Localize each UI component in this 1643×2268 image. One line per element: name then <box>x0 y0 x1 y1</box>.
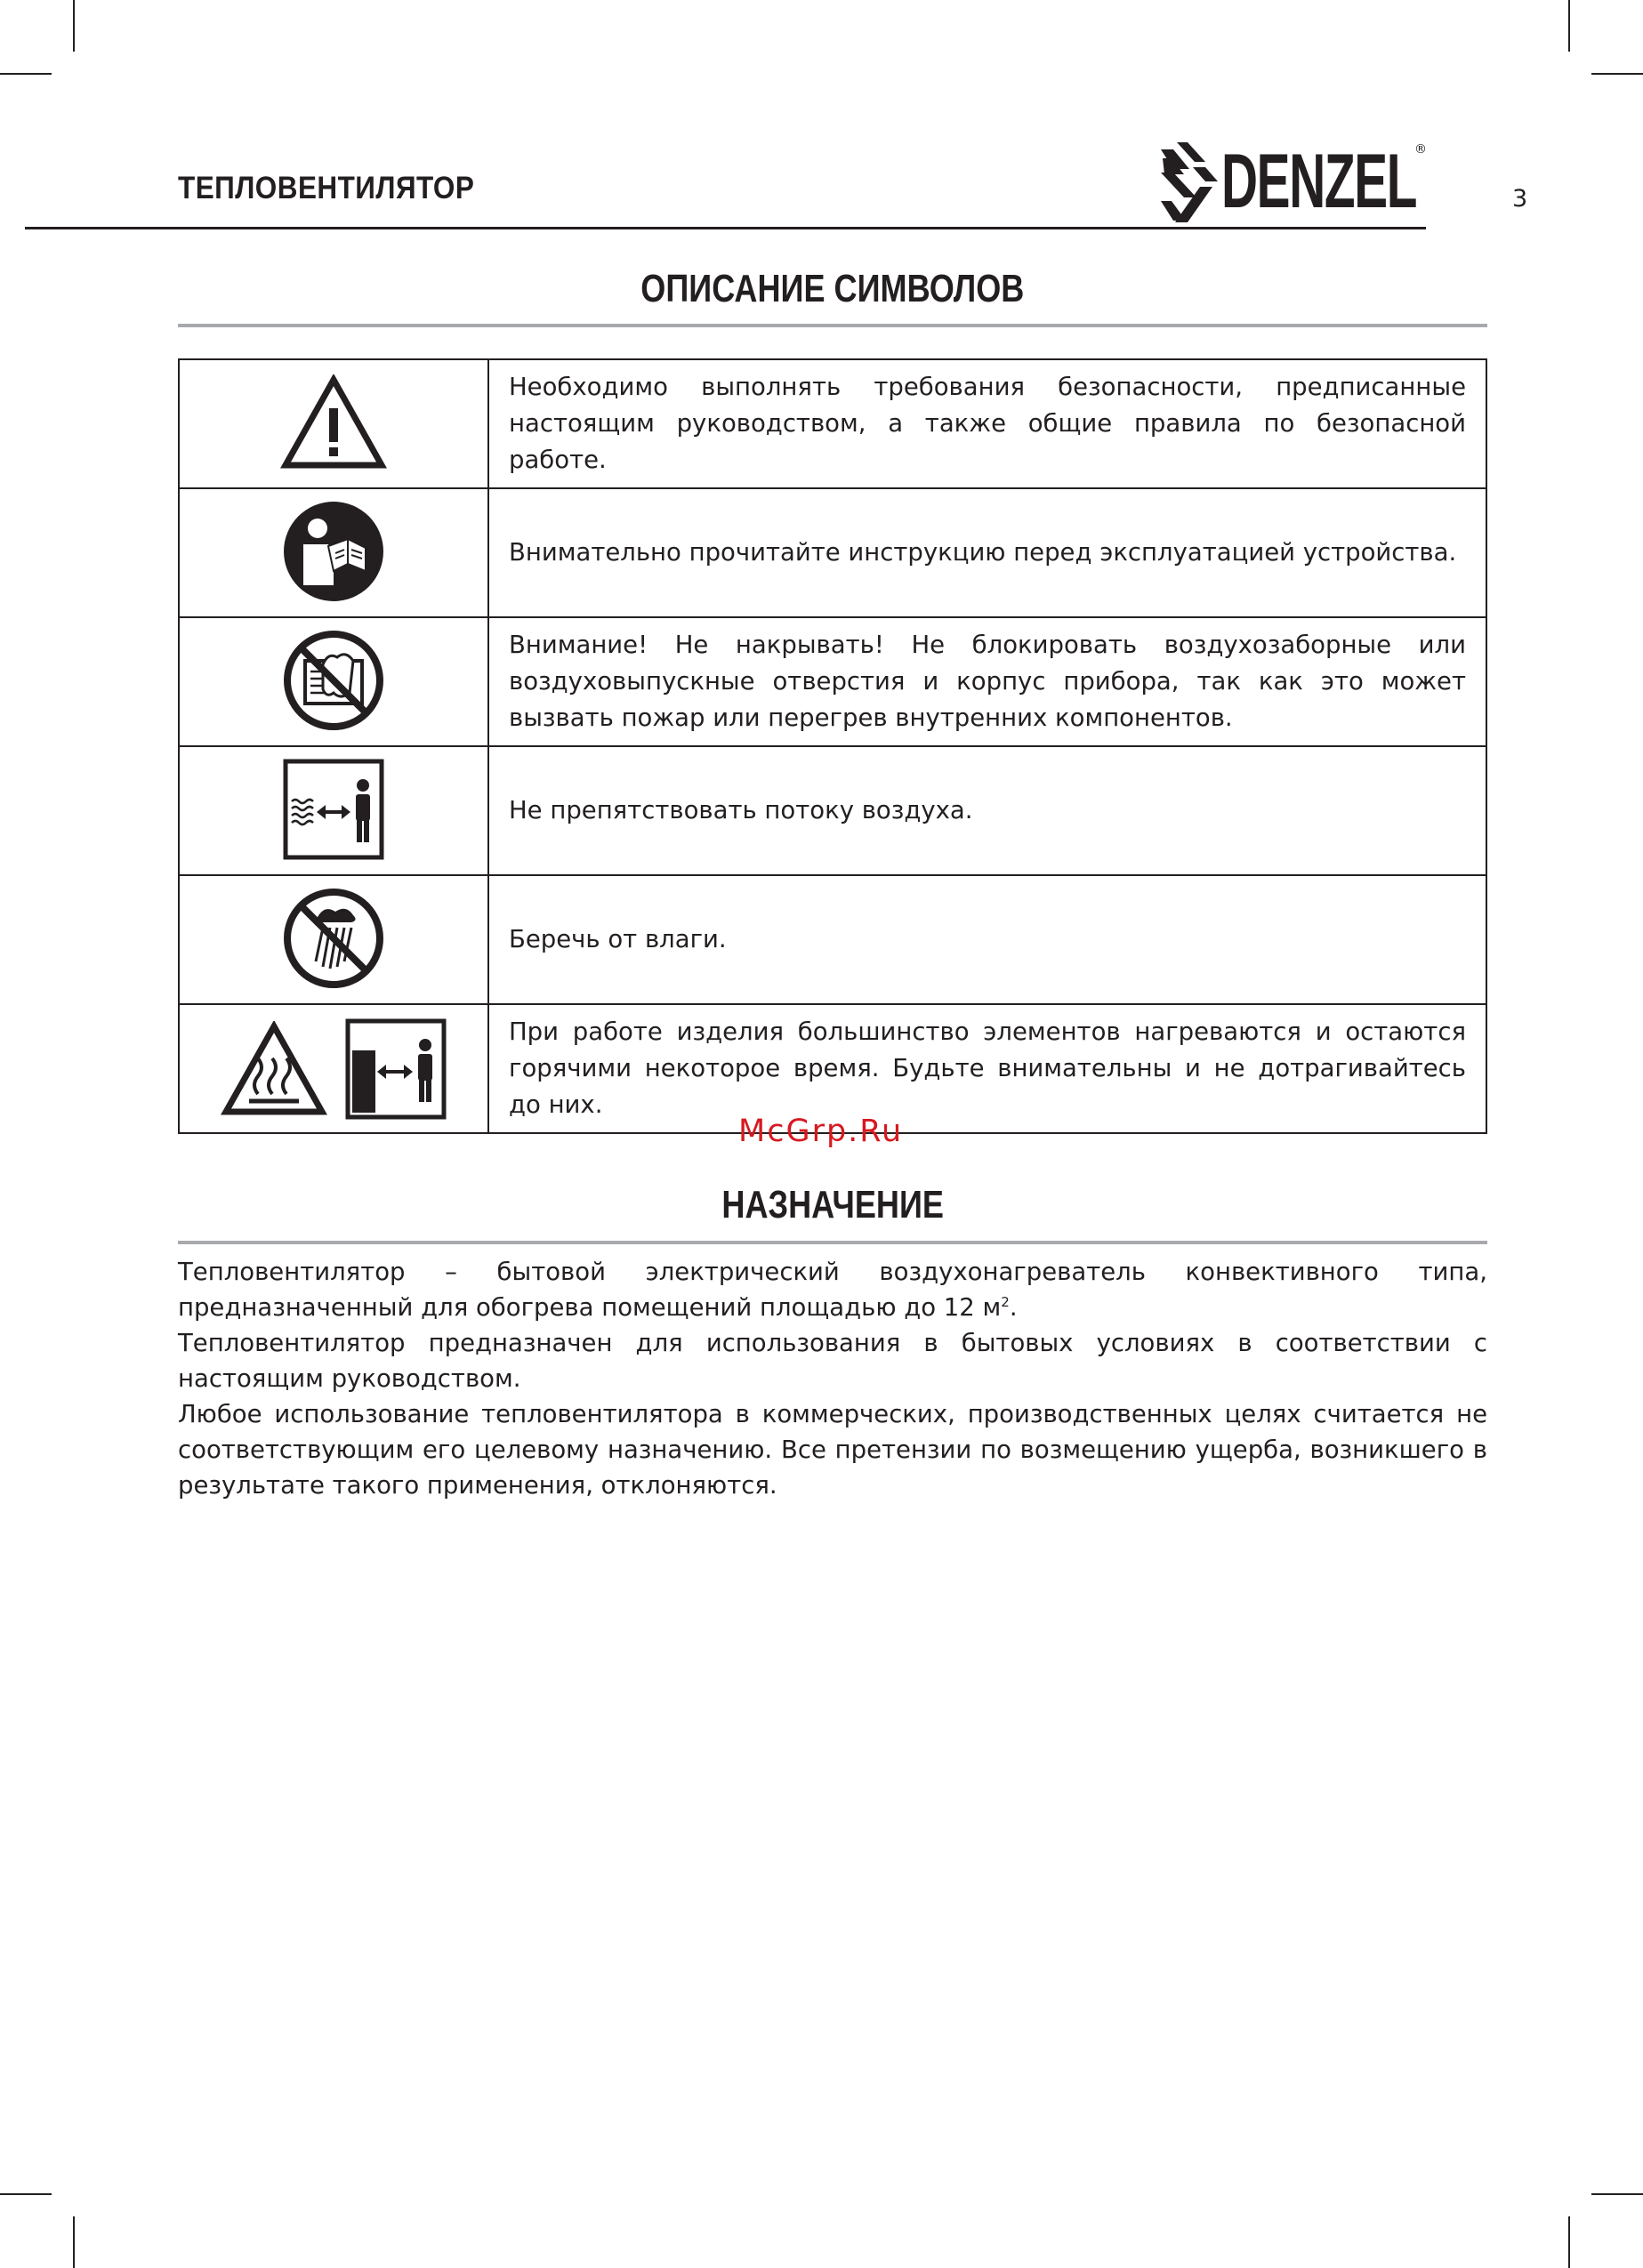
crop-mark <box>1591 2193 1643 2195</box>
icon-cell <box>179 746 488 875</box>
header-rule <box>25 227 1426 229</box>
keep-distance-icon <box>345 1018 447 1120</box>
crop-mark <box>0 73 52 75</box>
superscript: 2 <box>1001 1293 1010 1310</box>
crop-mark <box>1591 73 1643 75</box>
crop-mark <box>1568 0 1570 52</box>
section-rule <box>178 324 1487 327</box>
crop-mark <box>0 2193 52 2195</box>
symbol-description: Внимание! Не накрывать! Не блокировать воздухозаборные или воздуховыпускные отверстия и корпус прибора, так как это может вызвать пожар или перегрев внутренних компонентов. <box>488 617 1486 746</box>
table-row <box>179 746 1486 875</box>
symbols-section-title: ОПИСАНИЕ СИМВОЛОВ <box>640 267 1025 310</box>
keep-airflow-clear-icon <box>283 759 384 860</box>
warning-triangle-icon <box>280 374 387 470</box>
symbol-description: Необходимо выполнять требования безопасности, предписанные настоящим руководством, а также общие правила по безопасной работе. <box>488 359 1486 488</box>
purpose-body <box>178 1254 1487 1503</box>
brand-name: DENZEL <box>1221 139 1417 224</box>
paragraph: Тепловентилятор – бытовой электрический воздухонагреватель конвективного типа, предназначенный для обогрева помещений площадью до 12 $м^2$. <box>178 1258 1487 1322</box>
paragraph: Любое использование тепловентилятора в коммерческих, производственных целях считается не соответствующим его целевому назначению. Все претензии по возмещению ущерба, возникшего в результате такого применения, отклоняются. <box>178 1400 1487 1500</box>
brand-logo <box>1161 139 1428 224</box>
hot-surface-icon <box>221 1021 327 1117</box>
purpose-section-title: НАЗНАЧЕНИЕ <box>721 1183 944 1226</box>
icon-cell <box>179 1004 488 1133</box>
symbol-description: Беречь от влаги. <box>488 875 1486 1004</box>
registered-mark: ® <box>1414 142 1427 157</box>
watermark: McGrp.Ru <box>738 1114 904 1149</box>
section-rule <box>178 1241 1487 1244</box>
crop-mark <box>73 0 75 52</box>
icon-cell <box>179 488 488 617</box>
table-row <box>179 359 1486 488</box>
symbol-description: При работе изделия большинство элементов нагреваются и остаются горячими некоторое время. Будьте внимательны и не дотрагивайтесь до них. <box>488 1004 1486 1133</box>
crop-mark <box>73 2216 75 2268</box>
symbol-description: Внимательно прочитайте инструкцию перед эксплуатацией устройства. <box>488 488 1486 617</box>
protect-from-moisture-icon <box>282 887 385 990</box>
icon-cell <box>179 359 488 488</box>
header-title: ТЕПЛОВЕНТИЛЯТОР <box>178 171 475 205</box>
icon-cell <box>179 875 488 1004</box>
symbols-table <box>178 358 1487 1134</box>
table-row <box>179 875 1486 1004</box>
table-row <box>179 617 1486 746</box>
paragraph: Тепловентилятор предназначен для использования в бытовых условиях в соответствии с настоящим руководством. <box>178 1329 1487 1393</box>
crop-mark <box>1568 2216 1570 2268</box>
symbol-description: Не препятствовать потоку воздуха. <box>488 746 1486 875</box>
icon-cell <box>179 617 488 746</box>
brand-mark-icon <box>1161 142 1220 224</box>
table-row <box>179 488 1486 617</box>
page-number: 3 <box>1512 185 1528 213</box>
read-manual-icon <box>282 500 385 603</box>
do-not-cover-icon <box>282 629 385 732</box>
